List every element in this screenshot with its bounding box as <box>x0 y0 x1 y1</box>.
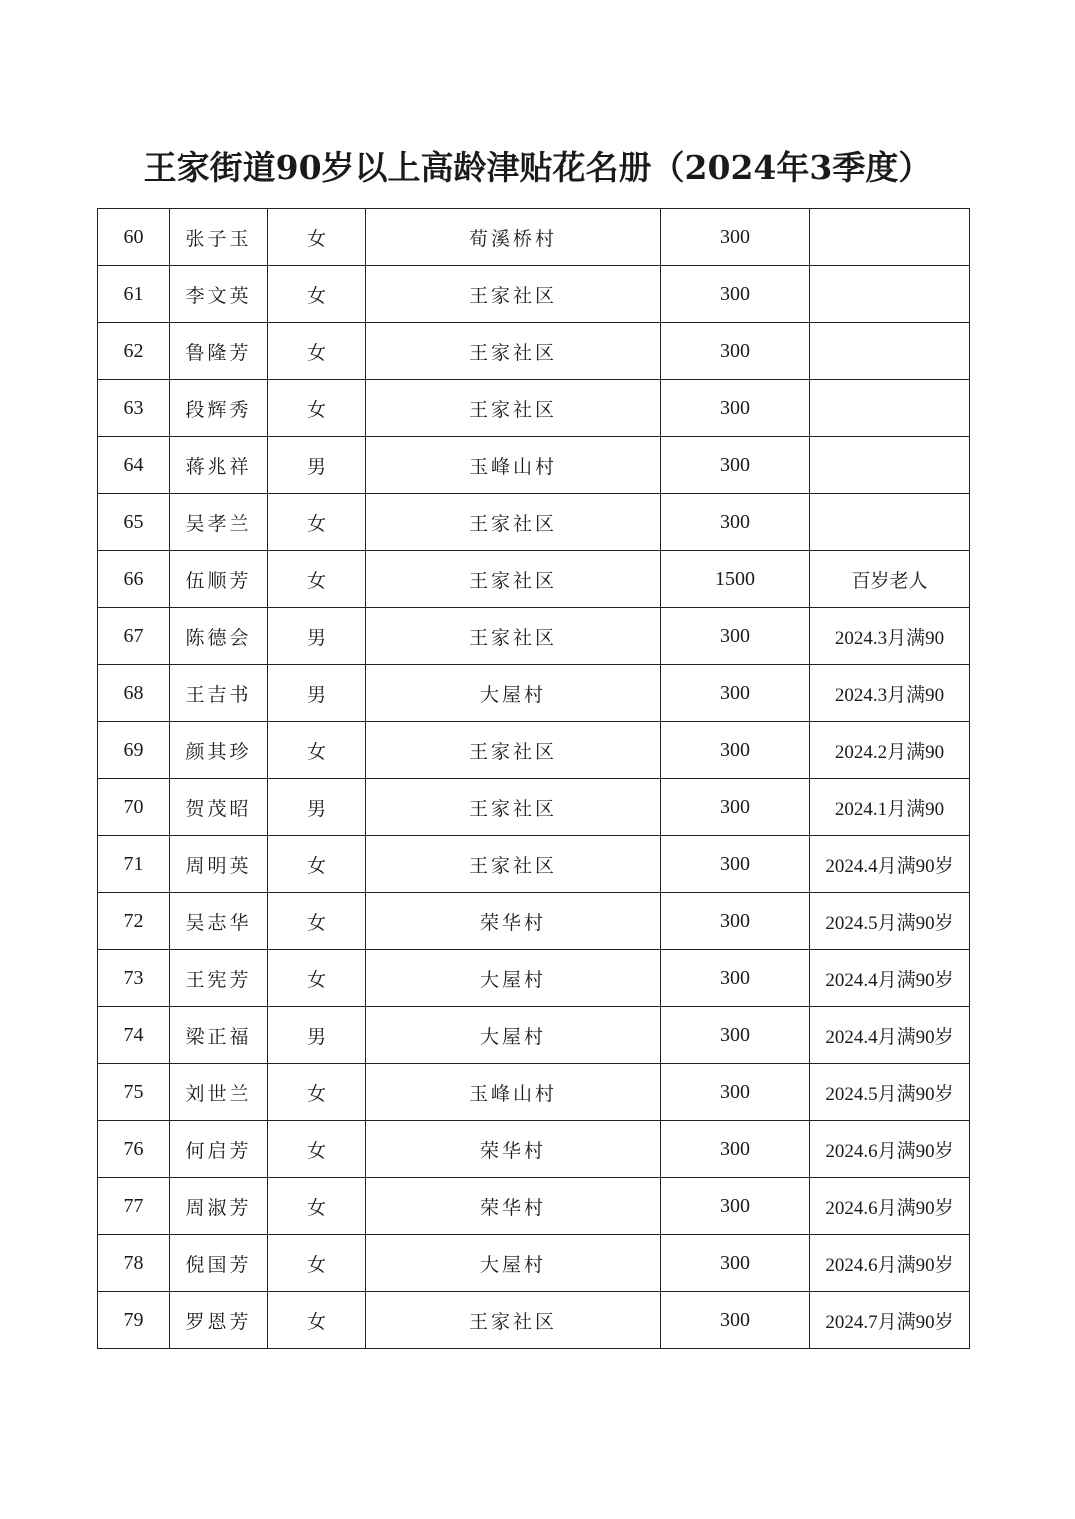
note-cell: 2024.3月满90 <box>810 608 970 665</box>
amount-cell: 300 <box>661 266 810 323</box>
table-row <box>98 209 970 266</box>
gender-cell: 男 <box>268 665 366 722</box>
amount-cell: 300 <box>661 1235 810 1292</box>
village-cell: 荣华村 <box>366 1178 661 1235</box>
gender-cell: 女 <box>268 494 366 551</box>
village-cell: 大屋村 <box>366 665 661 722</box>
amount-cell: 300 <box>661 722 810 779</box>
note-cell: 2024.6月满90岁 <box>810 1121 970 1178</box>
table-row <box>98 1235 970 1292</box>
name-cell: 周明英 <box>170 836 268 893</box>
amount-cell: 300 <box>661 380 810 437</box>
row-number-cell: 67 <box>98 608 170 665</box>
gender-cell: 女 <box>268 836 366 893</box>
note-cell <box>810 209 970 266</box>
table-row <box>98 893 970 950</box>
row-number-cell: 66 <box>98 551 170 608</box>
row-number-cell: 61 <box>98 266 170 323</box>
note-cell <box>810 323 970 380</box>
gender-cell: 女 <box>268 1235 366 1292</box>
name-cell: 王宪芳 <box>170 950 268 1007</box>
name-cell: 刘世兰 <box>170 1064 268 1121</box>
amount-cell: 300 <box>661 1007 810 1064</box>
gender-cell: 男 <box>268 437 366 494</box>
gender-cell: 女 <box>268 551 366 608</box>
amount-cell: 300 <box>661 1064 810 1121</box>
amount-cell: 300 <box>661 494 810 551</box>
note-cell: 百岁老人 <box>810 551 970 608</box>
row-number-cell: 79 <box>98 1292 170 1349</box>
gender-cell: 女 <box>268 266 366 323</box>
row-number-cell: 78 <box>98 1235 170 1292</box>
village-cell: 大屋村 <box>366 950 661 1007</box>
name-cell: 吴志华 <box>170 893 268 950</box>
name-cell: 李文英 <box>170 266 268 323</box>
name-cell: 吴孝兰 <box>170 494 268 551</box>
name-cell: 伍顺芳 <box>170 551 268 608</box>
village-cell: 玉峰山村 <box>366 1064 661 1121</box>
table-row <box>98 1292 970 1349</box>
amount-cell: 300 <box>661 1178 810 1235</box>
name-cell: 梁正福 <box>170 1007 268 1064</box>
village-cell: 王家社区 <box>366 380 661 437</box>
village-cell: 王家社区 <box>366 608 661 665</box>
amount-cell: 300 <box>661 836 810 893</box>
table-row <box>98 1064 970 1121</box>
row-number-cell: 63 <box>98 380 170 437</box>
table-row <box>98 950 970 1007</box>
amount-cell: 1500 <box>661 551 810 608</box>
page-title: 王家街道90岁以上高龄津贴花名册（2024年3季度） <box>143 148 932 187</box>
gender-cell: 男 <box>268 779 366 836</box>
note-cell: 2024.4月满90岁 <box>810 950 970 1007</box>
row-number-cell: 71 <box>98 836 170 893</box>
row-number-cell: 77 <box>98 1178 170 1235</box>
gender-cell: 男 <box>268 608 366 665</box>
row-number-cell: 70 <box>98 779 170 836</box>
village-cell: 王家社区 <box>366 266 661 323</box>
village-cell: 王家社区 <box>366 779 661 836</box>
table-row <box>98 836 970 893</box>
gender-cell: 女 <box>268 1292 366 1349</box>
table-row <box>98 380 970 437</box>
village-cell: 荣华村 <box>366 893 661 950</box>
note-cell: 2024.5月满90岁 <box>810 1064 970 1121</box>
name-cell: 王吉书 <box>170 665 268 722</box>
amount-cell: 300 <box>661 1292 810 1349</box>
name-cell: 何启芳 <box>170 1121 268 1178</box>
village-cell: 荣华村 <box>366 1121 661 1178</box>
gender-cell: 女 <box>268 722 366 779</box>
note-cell <box>810 437 970 494</box>
note-cell <box>810 494 970 551</box>
name-cell: 鲁隆芳 <box>170 323 268 380</box>
row-number-cell: 73 <box>98 950 170 1007</box>
table-row <box>98 1178 970 1235</box>
village-cell: 王家社区 <box>366 551 661 608</box>
name-cell: 罗恩芳 <box>170 1292 268 1349</box>
note-cell: 2024.7月满90岁 <box>810 1292 970 1349</box>
gender-cell: 女 <box>268 893 366 950</box>
table-row <box>98 437 970 494</box>
table-row <box>98 722 970 779</box>
village-cell: 王家社区 <box>366 722 661 779</box>
amount-cell: 300 <box>661 323 810 380</box>
amount-cell: 300 <box>661 1121 810 1178</box>
amount-cell: 300 <box>661 665 810 722</box>
row-number-cell: 72 <box>98 893 170 950</box>
note-cell: 2024.1月满90 <box>810 779 970 836</box>
table-row <box>98 323 970 380</box>
name-cell: 张子玉 <box>170 209 268 266</box>
village-cell: 荀溪桥村 <box>366 209 661 266</box>
gender-cell: 女 <box>268 1121 366 1178</box>
village-cell: 王家社区 <box>366 494 661 551</box>
note-cell <box>810 380 970 437</box>
note-cell: 2024.2月满90 <box>810 722 970 779</box>
table-row <box>98 665 970 722</box>
note-cell: 2024.4月满90岁 <box>810 1007 970 1064</box>
row-number-cell: 60 <box>98 209 170 266</box>
note-cell: 2024.6月满90岁 <box>810 1178 970 1235</box>
table-row <box>98 494 970 551</box>
table-row <box>98 1121 970 1178</box>
village-cell: 大屋村 <box>366 1235 661 1292</box>
table-row <box>98 551 970 608</box>
amount-cell: 300 <box>661 608 810 665</box>
name-cell: 颜其珍 <box>170 722 268 779</box>
note-cell: 2024.6月满90岁 <box>810 1235 970 1292</box>
gender-cell: 女 <box>268 950 366 1007</box>
village-cell: 大屋村 <box>366 1007 661 1064</box>
row-number-cell: 64 <box>98 437 170 494</box>
row-number-cell: 74 <box>98 1007 170 1064</box>
gender-cell: 女 <box>268 380 366 437</box>
row-number-cell: 68 <box>98 665 170 722</box>
name-cell: 陈德会 <box>170 608 268 665</box>
row-number-cell: 62 <box>98 323 170 380</box>
gender-cell: 女 <box>268 1178 366 1235</box>
table-row <box>98 608 970 665</box>
amount-cell: 300 <box>661 779 810 836</box>
amount-cell: 300 <box>661 437 810 494</box>
subsidy-roster-table <box>97 208 970 1349</box>
amount-cell: 300 <box>661 209 810 266</box>
village-cell: 王家社区 <box>366 1292 661 1349</box>
table-row <box>98 266 970 323</box>
gender-cell: 女 <box>268 209 366 266</box>
row-number-cell: 76 <box>98 1121 170 1178</box>
note-cell: 2024.3月满90 <box>810 665 970 722</box>
note-cell: 2024.4月满90岁 <box>810 836 970 893</box>
row-number-cell: 69 <box>98 722 170 779</box>
amount-cell: 300 <box>661 893 810 950</box>
table-row <box>98 1007 970 1064</box>
name-cell: 周淑芳 <box>170 1178 268 1235</box>
name-cell: 倪国芳 <box>170 1235 268 1292</box>
table-row <box>98 779 970 836</box>
gender-cell: 女 <box>268 1064 366 1121</box>
village-cell: 王家社区 <box>366 323 661 380</box>
roster-body <box>98 209 970 1349</box>
name-cell: 贺茂昭 <box>170 779 268 836</box>
row-number-cell: 65 <box>98 494 170 551</box>
gender-cell: 女 <box>268 323 366 380</box>
note-cell: 2024.5月满90岁 <box>810 893 970 950</box>
gender-cell: 男 <box>268 1007 366 1064</box>
amount-cell: 300 <box>661 950 810 1007</box>
name-cell: 段辉秀 <box>170 380 268 437</box>
name-cell: 蒋兆祥 <box>170 437 268 494</box>
village-cell: 王家社区 <box>366 836 661 893</box>
note-cell <box>810 266 970 323</box>
village-cell: 玉峰山村 <box>366 437 661 494</box>
row-number-cell: 75 <box>98 1064 170 1121</box>
